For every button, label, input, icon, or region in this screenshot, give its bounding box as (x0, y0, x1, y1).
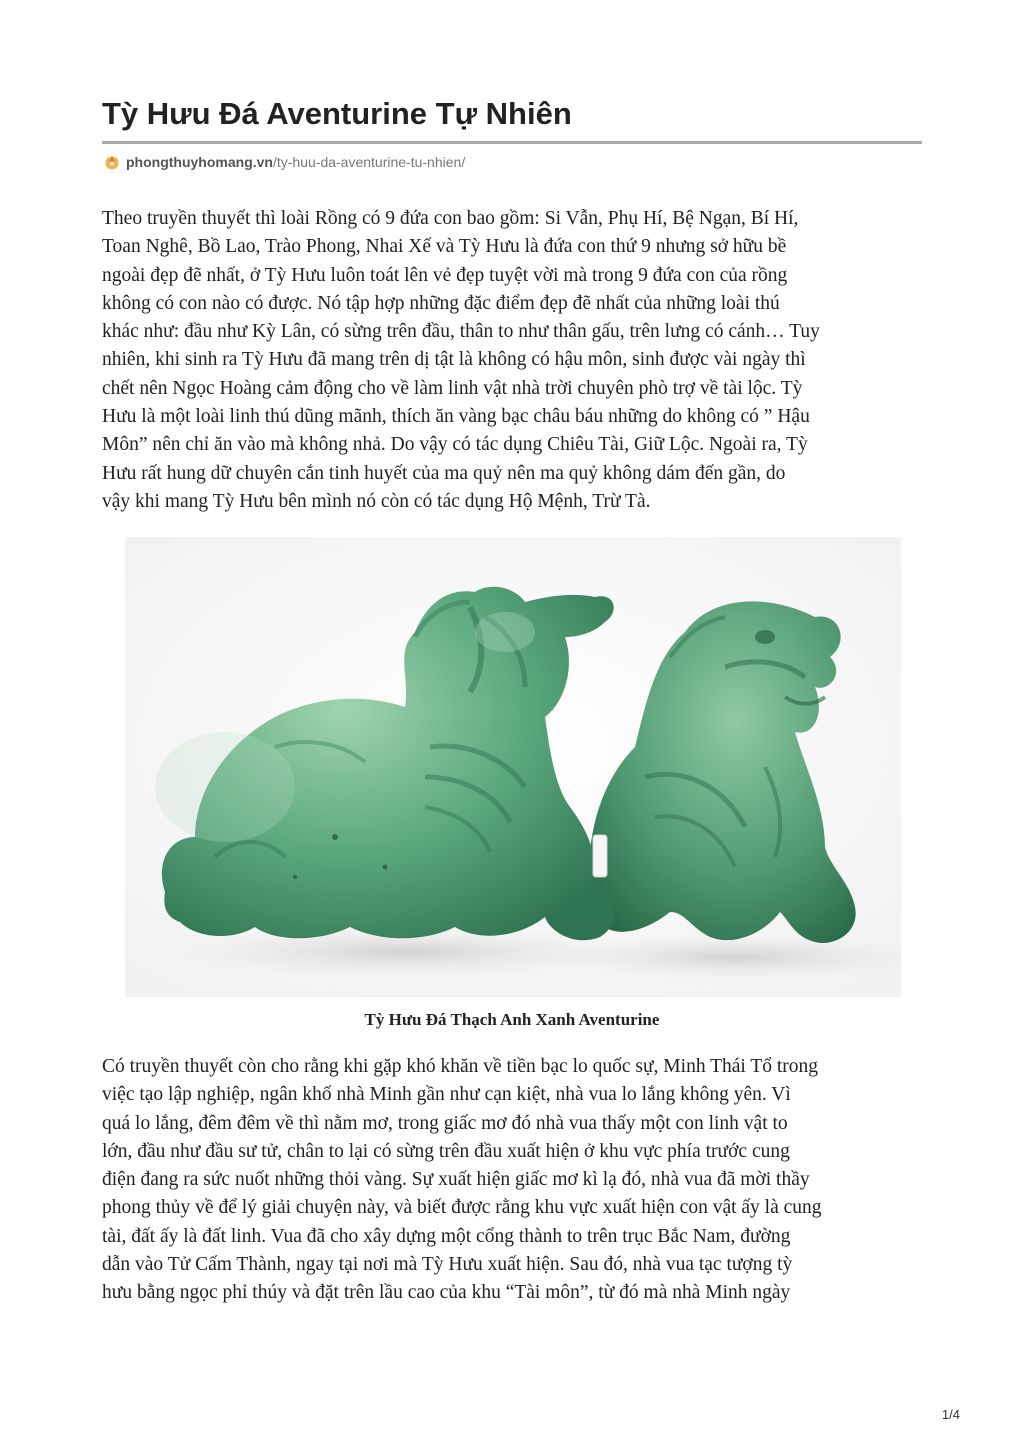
paragraph-line: Môn” nên chỉ ăn vào mà không nhả. Do vậy có tác dụng Chiêu Tài, Giữ Lộc. Ngoài ra, Tỳ (102, 434, 808, 456)
paragraph-line: Hưu là một loài linh thú dũng mãnh, thích ăn vàng bạc châu báu những do không có ” Hậu (102, 406, 810, 428)
paragraph-line: không có con nào có được. Nó tập hợp những đặc điểm đẹp đẽ nhất của những loài thú (102, 292, 780, 314)
jade-pixiu-illustration (125, 537, 901, 997)
paragraph-line: Có truyền thuyết còn cho rằng khi gặp khó khăn về tiền bạc lo quốc sự, Minh Thái Tổ trong (102, 1056, 819, 1077)
paragraph-line: dẫn vào Tử Cấm Thành, ngay tại nơi mà Tỳ Hưu xuất hiện. Sau đó, nhà vua tạc tượng tỳ (102, 1254, 793, 1276)
paragraph-2 (102, 1053, 922, 1308)
jade-pixiu-photo (125, 537, 901, 997)
paragraph-line: khác như: đầu như Kỳ Lân, có sừng trên đầu, thân to như thân gấu, trên lưng có cánh… Tuy (102, 321, 820, 343)
paragraph-line: vậy khi mang Tỳ Hưu bên mình nó còn có tác dụng Hộ Mệnh, Trừ Tà. (102, 490, 651, 512)
source-path: /ty-huu-da-aventurine-tu-nhien/ (272, 154, 466, 170)
paragraph-line: nhiên, khi sinh ra Tỳ Hưu đã mang trên dị tật là không có hậu môn, sinh được vài ngày thì (102, 349, 806, 371)
site-logo-icon (104, 154, 120, 170)
paragraph-line: quá lo lắng, đêm đêm về thì nằm mơ, trong giấc mơ đó nhà vua thấy một con linh vật to (102, 1112, 788, 1134)
price-tag (593, 835, 607, 877)
article-title: Tỳ Hưu Đá Aventurine Tự Nhiên (102, 96, 572, 131)
paragraph-1 (102, 205, 922, 516)
page-number: 1/4 (941, 1407, 960, 1422)
paragraph-line: phong thủy về để lý giải chuyện này, và biết được rằng khu vực xuất hiện con vật ấy là cung (102, 1197, 822, 1219)
paragraph-line: Toan Nghê, Bồ Lao, Trào Phong, Nhai Xế và Tỳ Hưu là đứa con thứ 9 nhưng sở hữu bề (102, 236, 787, 258)
paragraph-line: hưu bằng ngọc phỉ thúy và đặt trên lầu cao của khu “Tài môn”, từ đó mà nhà Minh ngày (102, 1282, 791, 1304)
paragraph-line: Theo truyền thuyết thì loài Rồng có 9 đứa con bao gồm: Si Vẫn, Phụ Hí, Bệ Ngạn, Bí Hí, (102, 208, 799, 229)
source-domain: phongthuyhomang.vn (126, 154, 273, 170)
paragraph-line: lớn, đầu như đầu sư tử, chân to lại có sừng trên đầu xuất hiện ở khu vực phía trước cung (102, 1140, 790, 1162)
paragraph-line: ngoài đẹp đẽ nhất, ở Tỳ Hưu luôn toát lên vẻ đẹp tuyệt vời mà trong 9 đứa con của rồng (102, 264, 788, 286)
source-url[interactable] (104, 152, 465, 172)
paragraph-line: chết nên Ngọc Hoàng cảm động cho về làm linh vật nhà trời chuyên phò trợ về tài lộc. Tỳ (102, 377, 803, 399)
paragraph-line: tài, đất ấy là đất linh. Vua đã cho xây dựng một cổng thành to trên trục Bắc Nam, đường (102, 1225, 791, 1247)
title-divider (102, 141, 922, 144)
paragraph-line: việc tạo lập nghiệp, ngân khố nhà Minh gần như cạn kiệt, nhà vua lo lắng không yên. Vì (102, 1084, 791, 1106)
paragraph-line: Hưu rất hung dữ chuyên cắn tinh huyết của ma quỷ nên ma quỷ không dám đến gần, do (102, 462, 786, 484)
image-caption: Tỳ Hưu Đá Thạch Anh Xanh Aventurine (364, 1010, 660, 1029)
paragraph-line: điện đang ra sức nuốt những thỏi vàng. Sự xuất hiện giấc mơ kì lạ đó, nhà vua đã mời thầy (102, 1169, 810, 1191)
